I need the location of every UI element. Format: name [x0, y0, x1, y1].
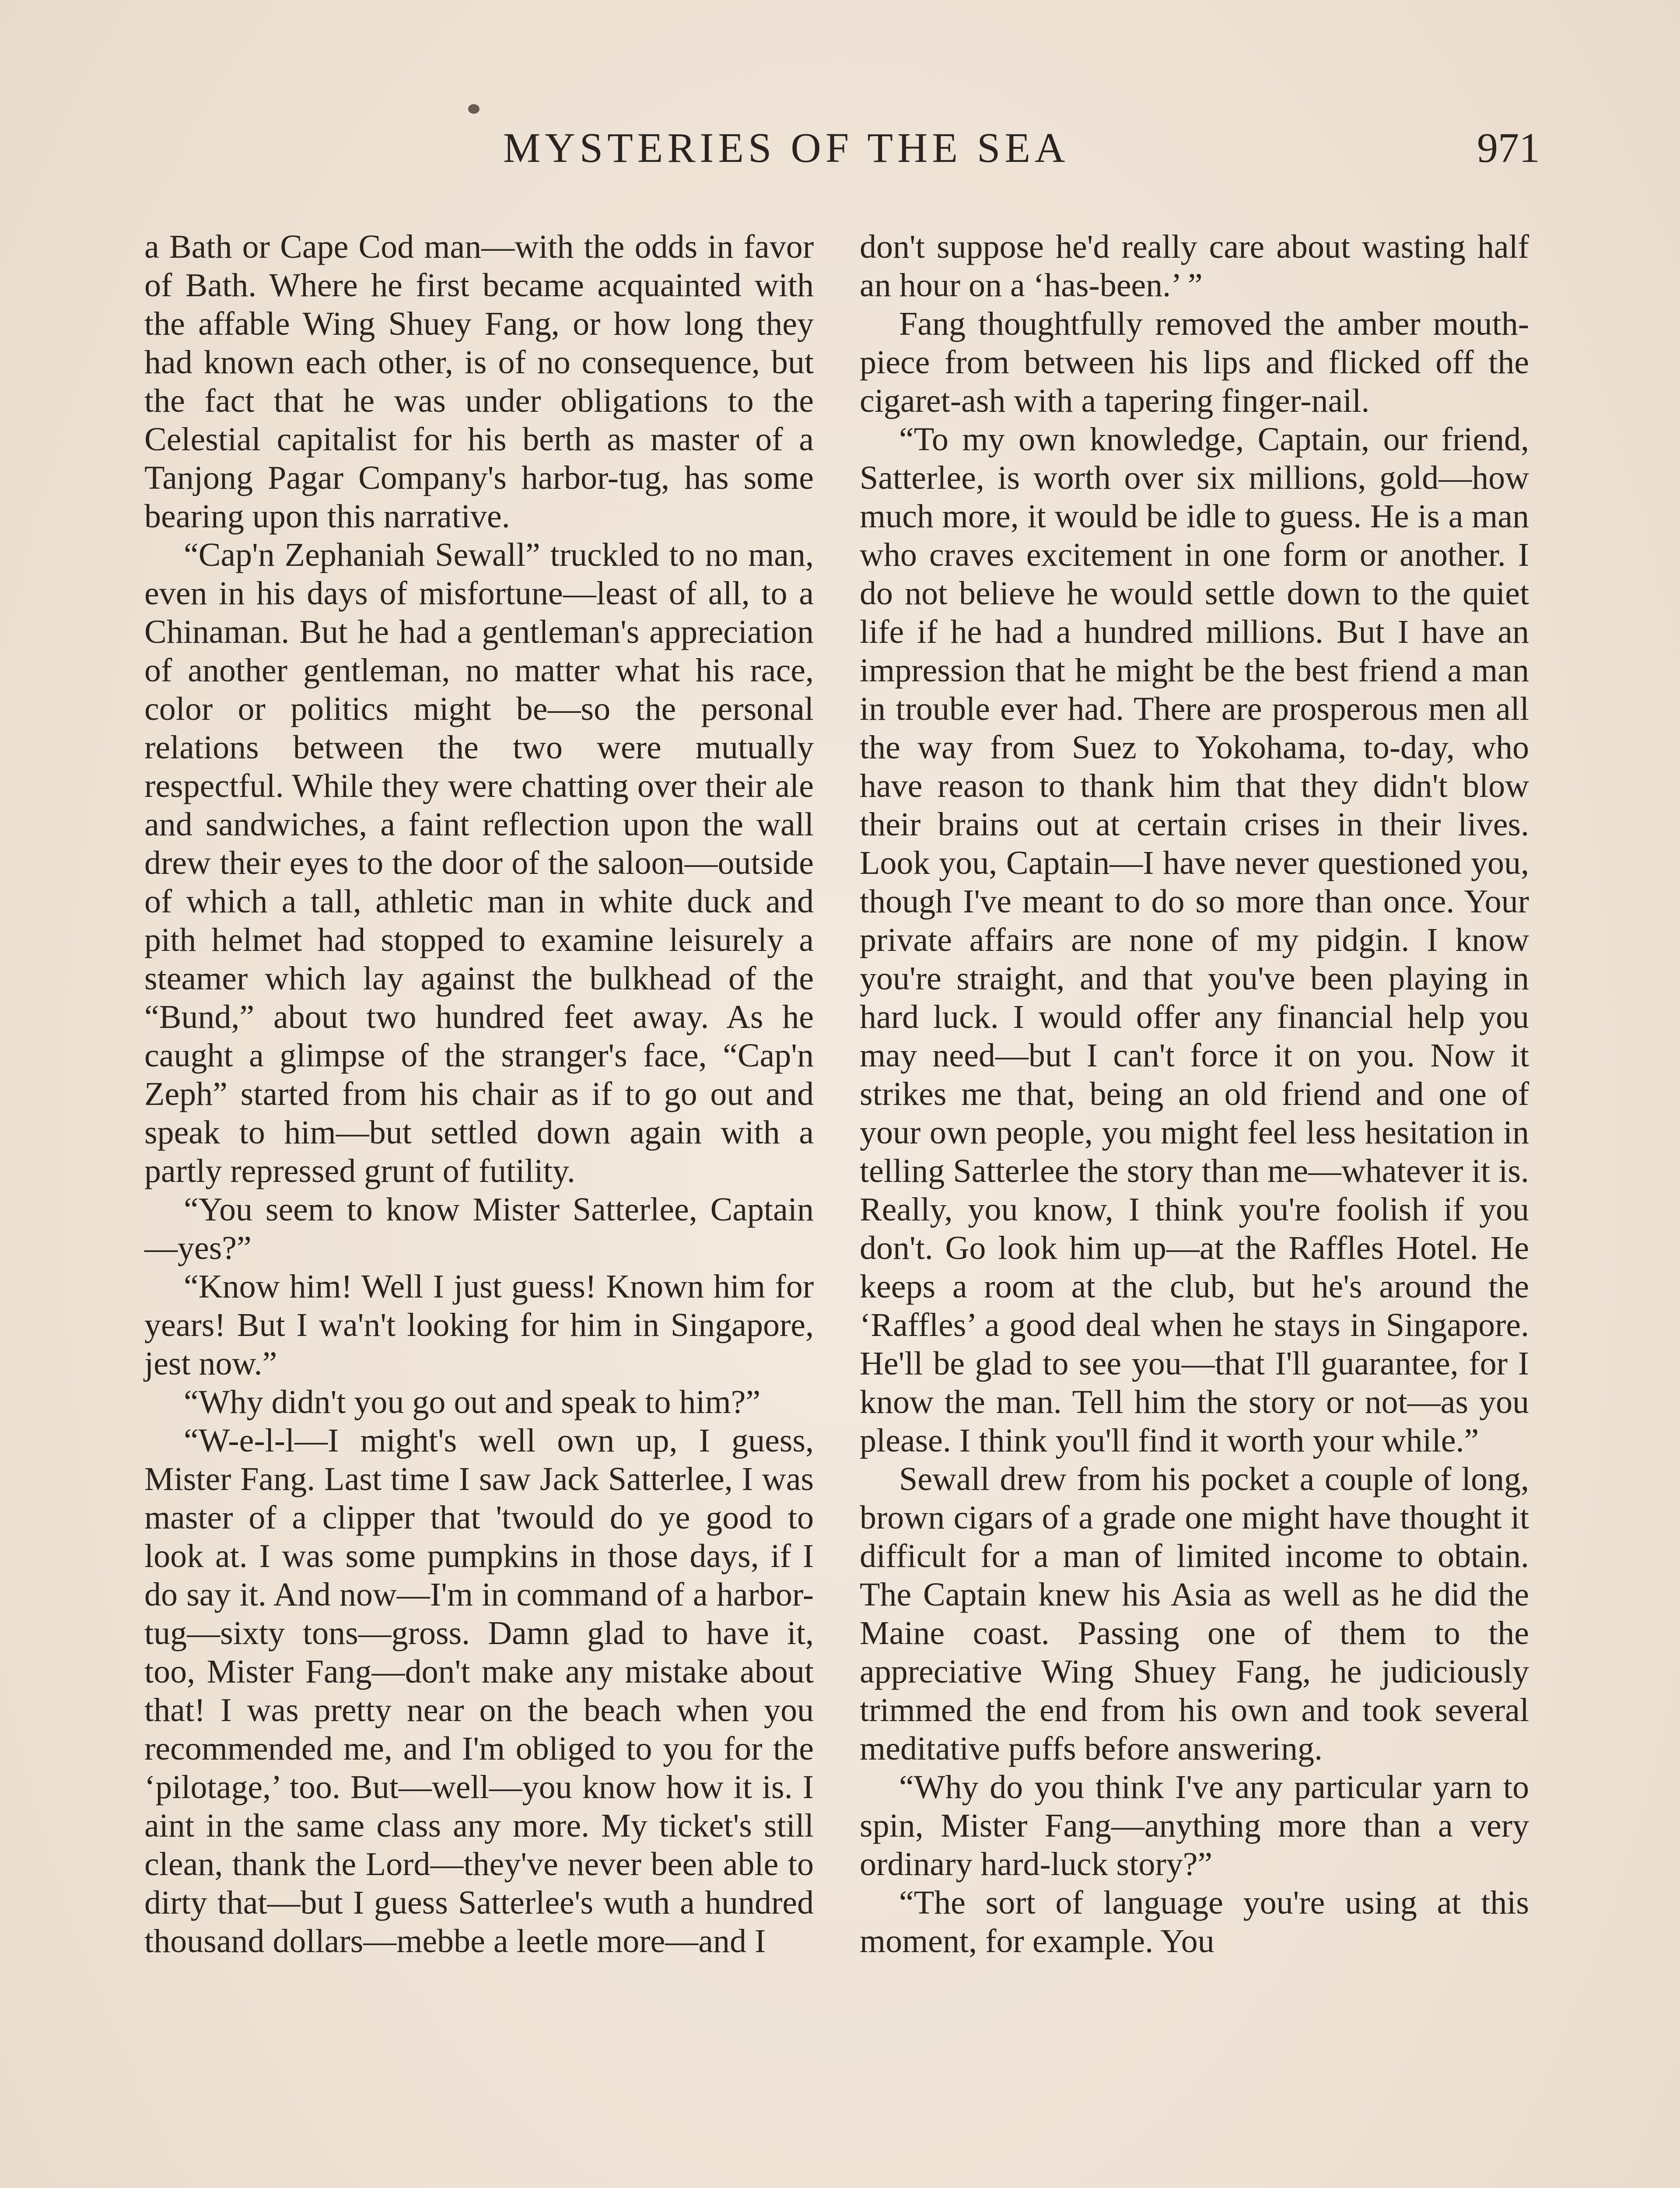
paragraph: Sewall drew from his pocket a couple of long, brown cigars of a grade one might have thought it difficult for a man of limited income to obtain. The Captain knew his Asia as well as he did the Maine coast. Passing one of them to the appreciative Wing Shuey Fang, he judiciously trimmed the end from his own and took several meditative puffs before answering. — [860, 1461, 1529, 1767]
paragraph: don't suppose he'd really care about wasting half an hour on a ‘has-been.’ ” — [860, 228, 1529, 304]
paragraph: Fang thoughtfully removed the amber mouth-piece from between his lips and flicked off the cigaret-ash with a tapering finger-nail. — [860, 305, 1529, 419]
paragraph: “Know him! Well I just guess! Known him for years! But I wa'n't looking for him in Singapore, jest now.” — [144, 1268, 814, 1382]
running-head: MYSTERIES OF THE SEA — [503, 124, 1070, 171]
paragraph: “Why do you think I've any particular yarn to spin, Mister Fang—anything more than a very ordinary hard-luck story?” — [860, 1769, 1529, 1883]
paragraph: a Bath or Cape Cod man—with the odds in favor of Bath. Where he first became acquainted with the affable Wing Shuey Fang, or how long they had known each other, is of no consequence, but the fact that he was under obligations to the Celestial capitalist for his berth as master of a Tanjong Pagar Company's harbor-tug, has some bearing upon this narrative. — [144, 228, 814, 535]
right-column — [860, 228, 1529, 1960]
ink-speck — [468, 104, 480, 114]
paragraph: “W-e-l-l—I might's well own up, I guess, Mister Fang. Last time I saw Jack Satterlee, I was master of a clipper that 'twould do ye good to look at. I was some pumpkins in those days, if I do say it. And now—I'm in command of a harbor-tug—sixty tons—gross. Damn glad to have it, too, Mister Fang—don't make any mistake about that! I was pretty near on the beach when you recommended me, and I'm obliged to you for the ‘pilotage,’ too. But—well—you know how it is. I aint in the same class any more. My ticket's still clean, thank the Lord—they've never been able to dirty that—but I guess Satterlee's wuth a hundred thousand dollars—mebbe a leetle more—and I — [144, 1422, 814, 1960]
paragraph: “Cap'n Zephaniah Sewall” truckled to no man, even in his days of misfortune—least of all, to a Chinaman. But he had a gentleman's appreciation of another gentleman, no matter what his race, color or politics might be—so the personal relations between the two were mutually respectful. While they were chatting over their ale and sandwiches, a faint reflection upon the wall drew their eyes to the door of the saloon—outside of which a tall, athletic man in white duck and pith helmet had stopped to examine leisurely a steamer which lay against the bulkhead of the “Bund,” about two hundred feet away. As he caught a glimpse of the stranger's face, “Cap'n Zeph” started from his chair as if to go out and speak to him—but settled down again with a partly repressed grunt of futility. — [144, 536, 814, 1189]
page-number: 971 — [1477, 124, 1540, 171]
left-column — [144, 228, 814, 1960]
paragraph: “The sort of language you're using at this moment, for example. You — [860, 1884, 1529, 1960]
paragraph: “Why didn't you go out and speak to him?” — [184, 1384, 761, 1420]
paragraph: “You seem to know Mister Satterlee, Captain—yes?” — [144, 1191, 814, 1266]
paragraph: “To my own knowledge, Captain, our friend, Satterlee, is worth over six millions, gold—how much more, it would be idle to guess. He is a man who craves excitement in one form or another. I do not believe he would settle down to the quiet life if he had a hundred millions. But I have an impression that he might be the best friend a man in trouble ever had. There are prosperous men all the way from Suez to Yokohama, to-day, who have reason to thank him that they didn't blow their brains out at certain crises in their lives. Look you, Captain—I have never questioned you, though I've meant to do so more than once. Your private affairs are none of my pidgin. I know you're straight, and that you've been playing in hard luck. I would offer any financial help you may need—but I can't force it on you. Now it strikes me that, being an old friend and one of your own people, you might feel less hesitation in telling Satterlee the story than me—whatever it is. Really, you know, I think you're foolish if you don't. Go look him up—at the Raffles Hotel. He keeps a room at the club, but he's around the ‘Raffles’ a good deal when he stays in Singapore. He'll be glad to see you—that I'll guarantee, for I know the man. Tell him the story or not—as you please. I think you'll find it worth your while.” — [860, 421, 1529, 1459]
